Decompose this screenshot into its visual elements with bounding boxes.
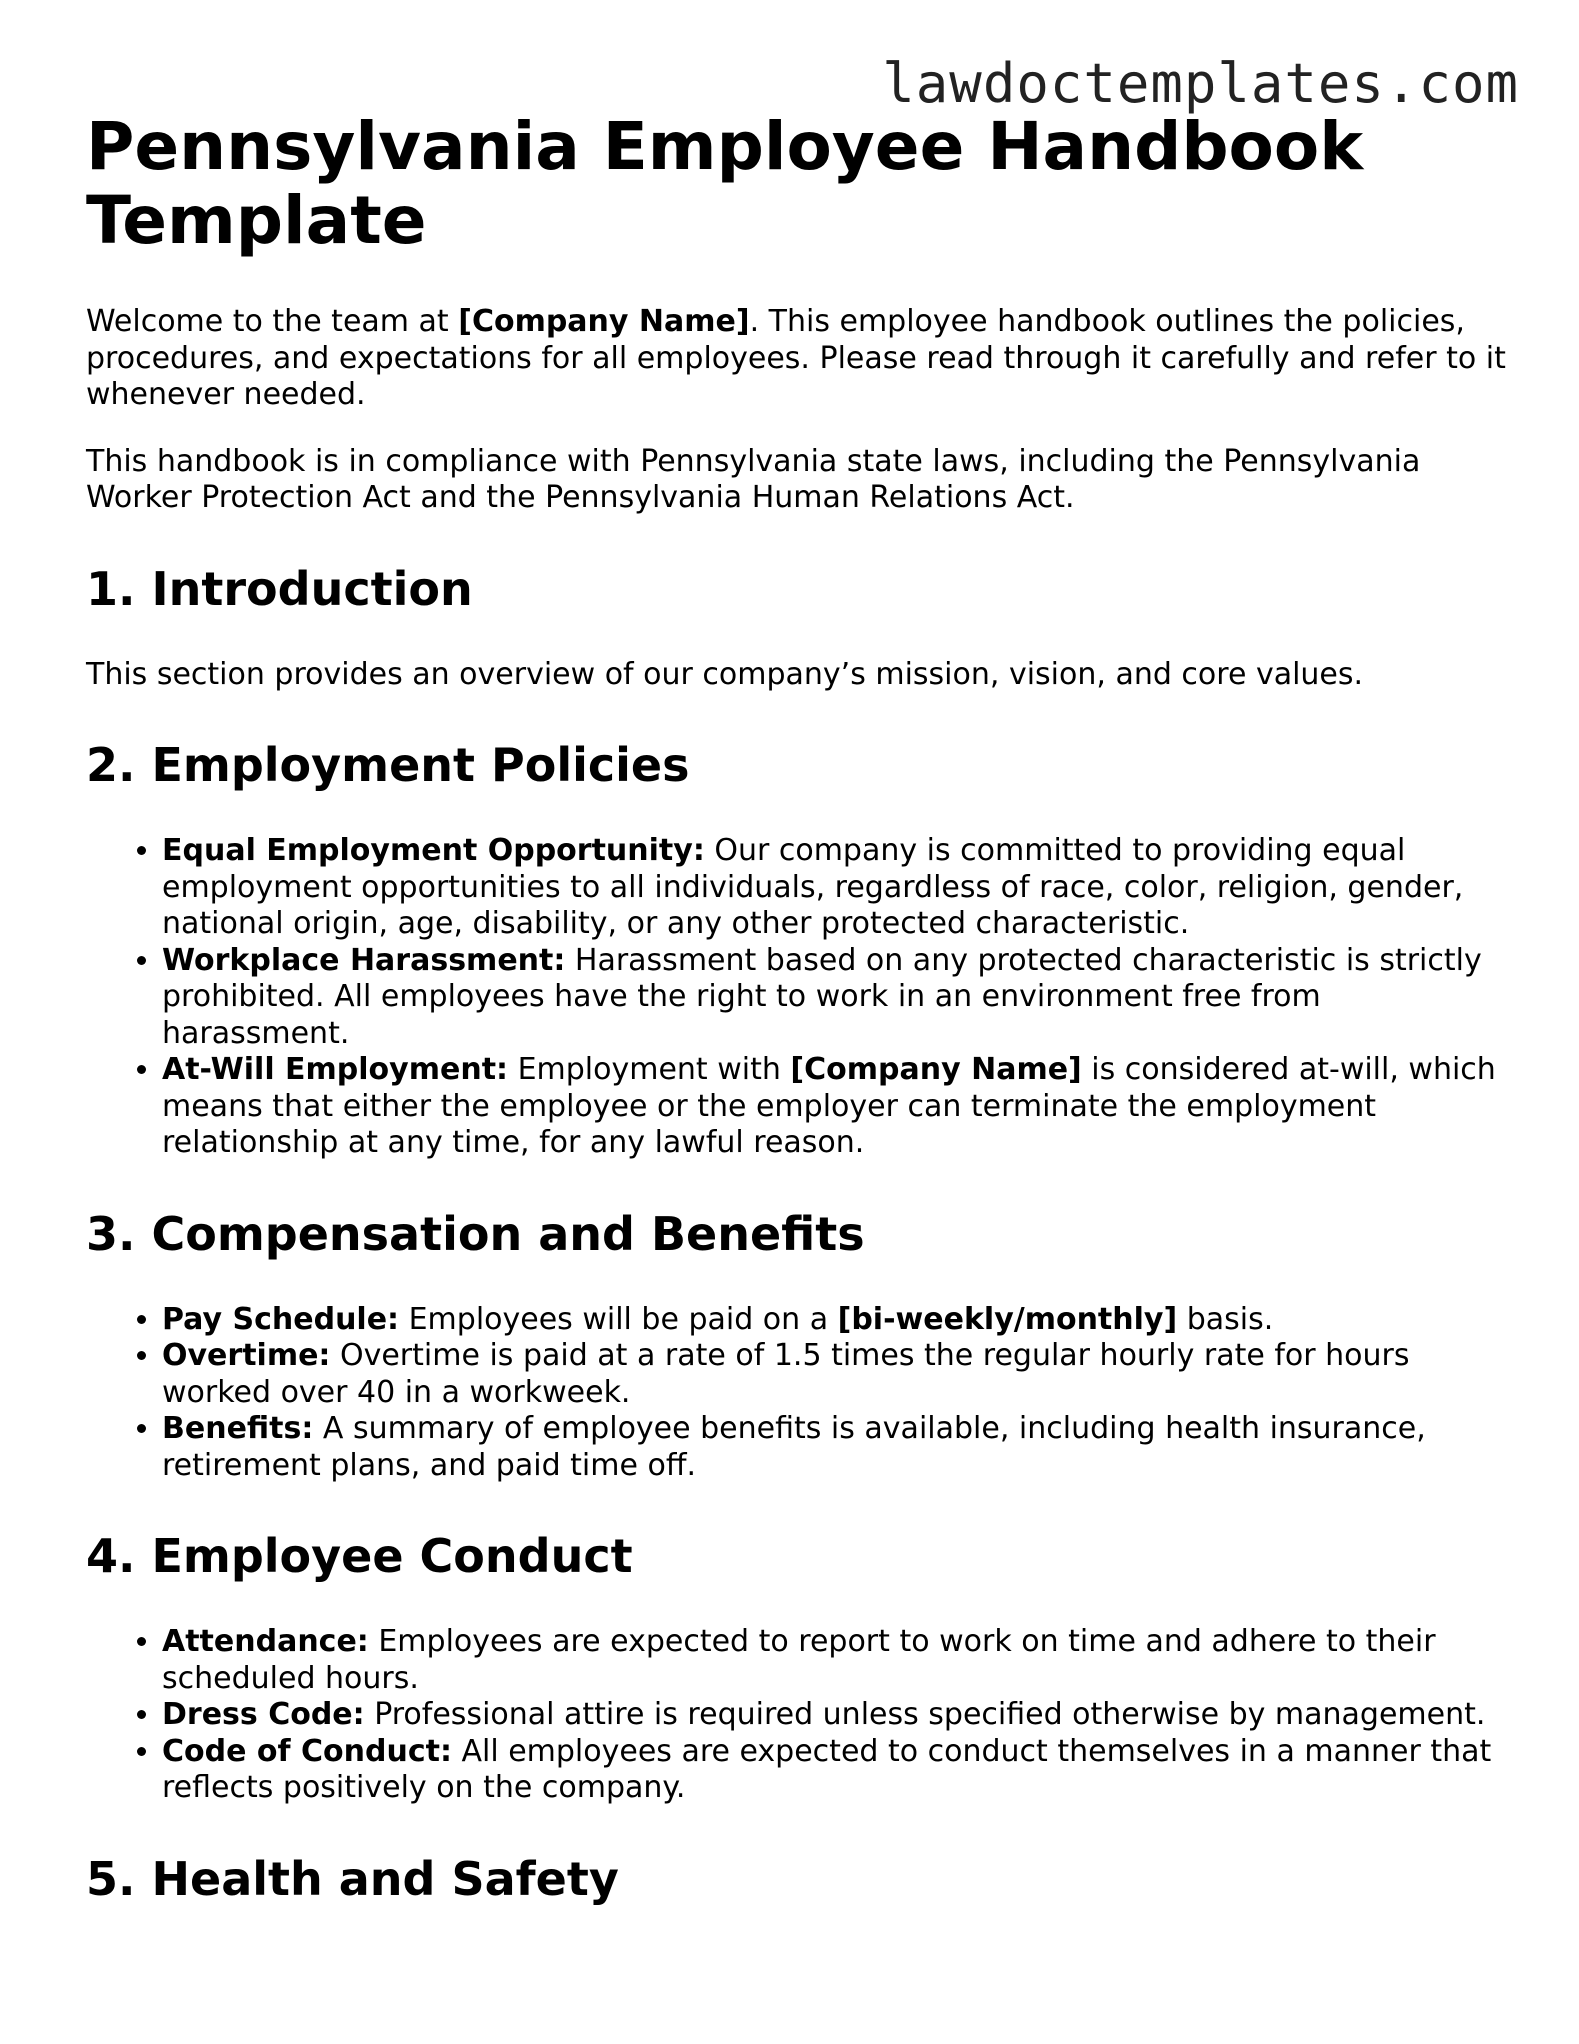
- section-heading-compensation-benefits: 3. Compensation and Benefits: [86, 1206, 865, 1261]
- item-text: basis.: [1177, 1301, 1274, 1337]
- item-label: Attendance:: [162, 1624, 369, 1659]
- list-item: [162, 833, 1506, 943]
- document-title: Pennsylvania Employee Handbook Template: [86, 108, 1364, 259]
- item-text: Our company is committed to providing equal employment opportunities to all individuals, regardless of race, color, religion, gender, national origin, age, disability, or any other protected characteristic.: [162, 833, 1464, 941]
- item-label: At-Will Employment:: [162, 1052, 509, 1087]
- section-text-introduction: This section provides an overview of our company’s mission, vision, and core values.: [86, 656, 1364, 692]
- item-text: Overtime is paid at a rate of 1.5 times the regular hourly rate for hours worked over 40 in a workweek.: [162, 1338, 1410, 1410]
- item-text: Employment with: [508, 1052, 791, 1087]
- item-text: A summary of employee benefits is available, including health insurance, retirement plans, and paid time off.: [162, 1411, 1426, 1483]
- item-text: Employees will be paid on a: [399, 1301, 838, 1337]
- item-label: Overtime:: [162, 1338, 331, 1373]
- list-item: [162, 1338, 1506, 1411]
- item-text: Employees are expected to report to work on time and adhere to their scheduled hours.: [162, 1624, 1436, 1696]
- list-item: [162, 1697, 1506, 1734]
- section-heading-introduction: 1. Introduction: [86, 561, 473, 616]
- item-label: Code of Conduct:: [162, 1733, 452, 1769]
- pay-frequency-placeholder: [bi-weekly/monthly]: [837, 1301, 1178, 1337]
- document-body: [86, 110, 1506, 1947]
- item-text: Professional attire is required unless specified otherwise by management.: [364, 1697, 1486, 1732]
- item-text: All employees are expected to conduct themselves in a manner that reflects positively on the company.: [162, 1733, 1492, 1805]
- list-item: [162, 1734, 1506, 1807]
- list-item: [162, 1302, 1506, 1339]
- compensation-benefits-list: [86, 1302, 1506, 1485]
- list-item: [162, 1624, 1506, 1697]
- item-text: is considered at-will, which means that either the employee or the employer can terminate the employment relationship at any time, for any lawful reason.: [162, 1052, 1496, 1160]
- employment-policies-list: [86, 833, 1506, 1162]
- item-label: Workplace Harassment:: [162, 942, 566, 978]
- item-label: Pay Schedule:: [162, 1301, 400, 1337]
- list-item: [162, 943, 1506, 1053]
- employee-conduct-list: [86, 1624, 1506, 1807]
- item-label: Equal Employment Opportunity:: [162, 833, 705, 868]
- company-name-placeholder: [Company Name]: [790, 1052, 1082, 1087]
- watermark-brand: lawdoctemplates.com: [882, 52, 1519, 115]
- section-heading-health-safety: 5. Health and Safety: [86, 1851, 619, 1906]
- company-name-placeholder: [Company Name]: [458, 304, 750, 339]
- item-label: Dress Code:: [162, 1697, 365, 1732]
- intro-text: . This employee handbook outlines the policies, procedures, and expectations for all employees. Please read through it carefully and refer to it whenever needed.: [86, 304, 1506, 412]
- intro-paragraph-welcome: [86, 304, 1506, 414]
- section-heading-employee-conduct: 4. Employee Conduct: [86, 1529, 633, 1583]
- item-text: Harassment based on any protected characteristic is strictly prohibited. All employees have the right to work in an environment free from harassment.: [162, 942, 1482, 1051]
- intro-paragraph-compliance: This handbook is in compliance with Pennsylvania state laws, including the Pennsylvania Worker Protection Act and the Pennsylvania Human Relations Act.: [86, 443, 1421, 515]
- intro-text: Welcome to the team at: [86, 304, 459, 339]
- section-heading-employment-policies: 2. Employment Policies: [86, 738, 690, 792]
- list-item: [162, 1411, 1506, 1484]
- item-label: Benefits:: [162, 1411, 314, 1446]
- list-item: [162, 1052, 1506, 1162]
